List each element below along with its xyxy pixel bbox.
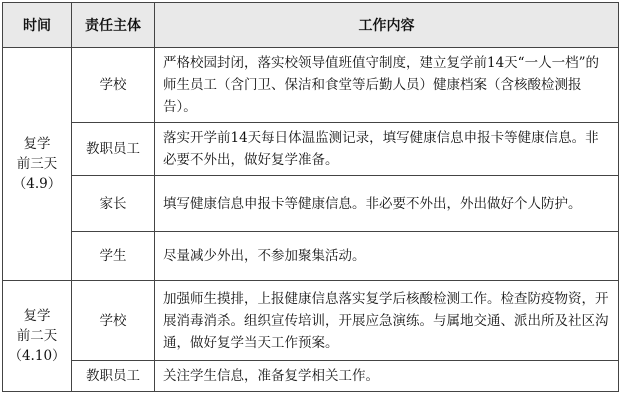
table-row — [3, 48, 619, 123]
table-row — [3, 232, 619, 281]
time-line: 前三天 — [16, 156, 58, 172]
content-cell: 落实开学前14天每日体温监测记录，填写健康信息申报卡等健康信息。非必要不外出，做好复学准备。 — [155, 123, 619, 176]
content-cell: 填写健康信息申报卡等健康信息。非必要不外出，外出做好个人防护。 — [155, 176, 619, 232]
time-line: （4.9） — [12, 176, 62, 192]
table-row — [3, 176, 619, 232]
subject-cell: 学校 — [72, 281, 155, 361]
subject-cell: 教职员工 — [72, 361, 155, 392]
table-row — [3, 123, 619, 176]
time-line: 前二天 — [16, 328, 58, 344]
subject-cell: 学校 — [72, 48, 155, 123]
time-line: 复学 — [23, 308, 51, 324]
header-row — [3, 3, 619, 48]
content-cell: 严格校园封闭，落实校领导值班值守制度，建立复学前14天“一人一档”的师生员工（含门卫、保洁和食堂等后勤人员）健康档案（含核酸检测报告）。 — [155, 48, 619, 123]
header-content: 工作内容 — [155, 3, 619, 48]
header-subject: 责任主体 — [72, 3, 155, 48]
time-cell-group-2 — [3, 281, 72, 392]
time-line: 复学 — [23, 136, 51, 152]
time-line: （4.10） — [8, 348, 66, 364]
content-cell: 尽量减少外出，不参加聚集活动。 — [155, 232, 619, 281]
subject-cell: 家长 — [72, 176, 155, 232]
schedule-table-wrapper — [2, 2, 618, 392]
time-cell-group-1 — [3, 48, 72, 281]
reopening-schedule-table — [2, 2, 619, 392]
table-row — [3, 281, 619, 361]
subject-cell: 教职员工 — [72, 123, 155, 176]
table-row — [3, 361, 619, 392]
subject-cell: 学生 — [72, 232, 155, 281]
header-time: 时间 — [3, 3, 72, 48]
content-cell: 关注学生信息，准备复学相关工作。 — [155, 361, 619, 392]
content-cell: 加强师生摸排，上报健康信息落实复学后核酸检测工作。检查防疫物资，开展消毒消杀。组织宣传培训，开展应急演练。与属地交通、派出所及社区沟通，做好复学当天工作预案。 — [155, 281, 619, 361]
